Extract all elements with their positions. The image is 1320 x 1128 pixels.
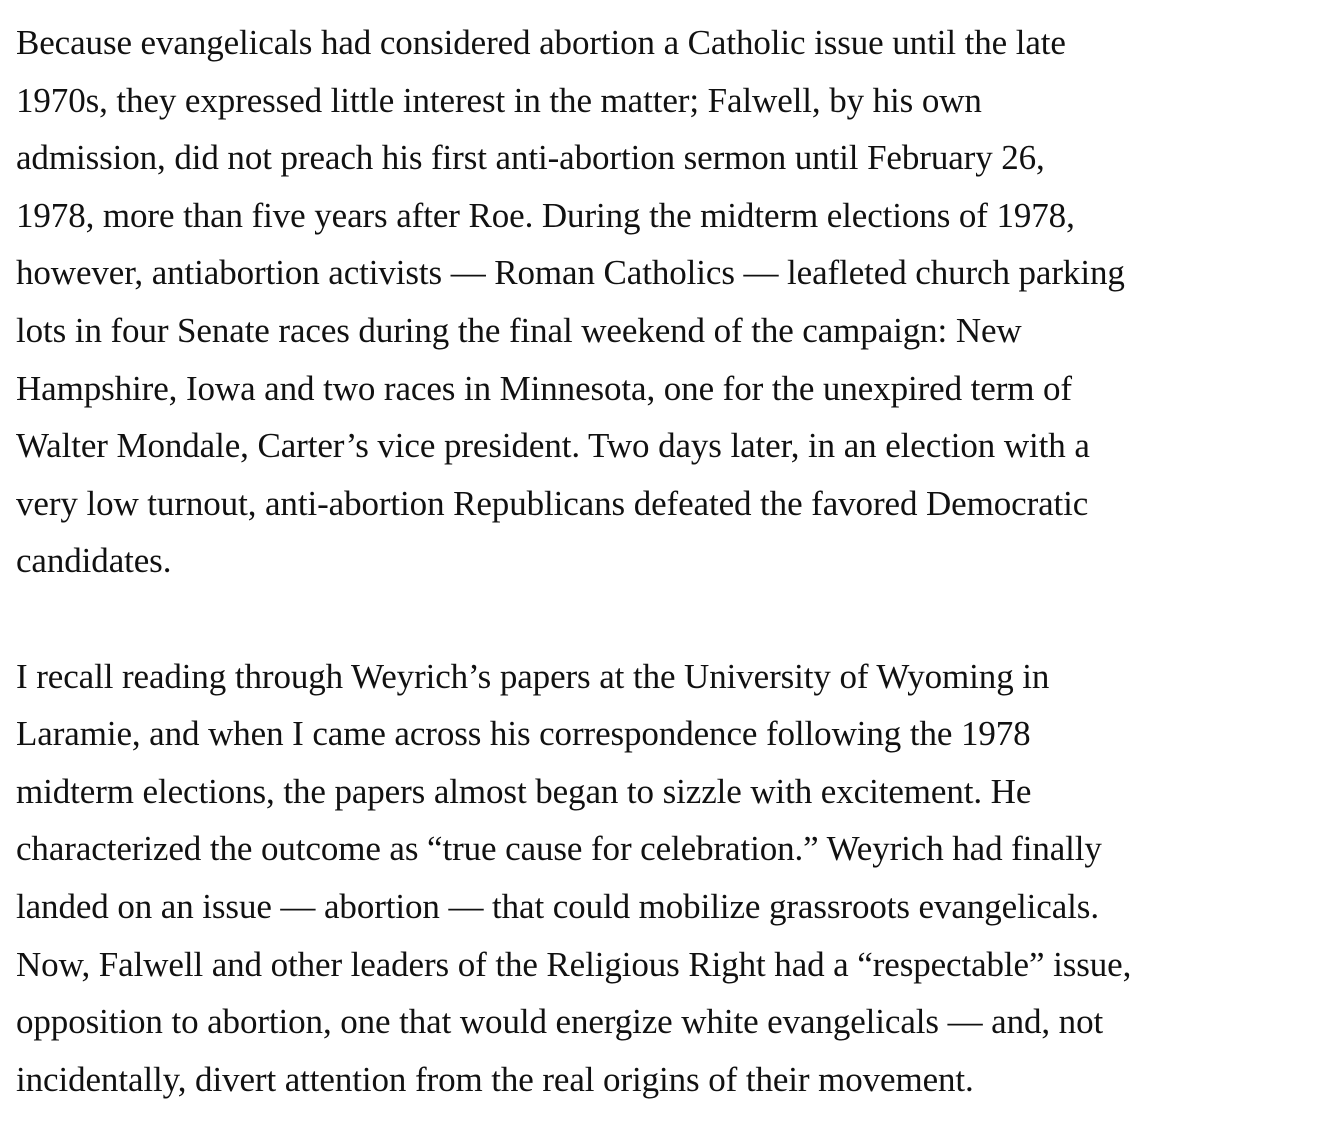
text-line: midterm elections, the papers almost began to sizzle with excitement. He [16, 771, 1032, 811]
text-line: Laramie, and when I came across his correspondence following the 1978 [16, 714, 1031, 754]
text-line: landed on an issue — abortion — that could mobilize grassroots evangelicals. [16, 886, 1099, 926]
text-line: very low turnout, anti-abortion Republicans defeated the favored Democratic [16, 483, 1089, 523]
text-line: Now, Falwell and other leaders of the Religious Right had a “respectable” issue, [16, 944, 1132, 984]
text-line: characterized the outcome as “true cause for celebration.” Weyrich had finally [16, 829, 1102, 869]
text-line: I recall reading through Weyrich’s papers at the University of Wyoming in [16, 656, 1050, 696]
text-line: 1970s, they expressed little interest in the matter; Falwell, by his own [16, 80, 982, 120]
text-line: candidates. [16, 541, 172, 581]
paragraph-abortion-history [16, 14, 1304, 590]
text-line: Walter Mondale, Carter’s vice president. Two days later, in an election with a [16, 426, 1090, 466]
text-line: admission, did not preach his first anti-abortion sermon until February 26, [16, 138, 1045, 178]
text-line: Hampshire, Iowa and two races in Minnesota, one for the unexpired term of [16, 368, 1072, 408]
text-line: 1978, more than five years after Roe. During the midterm elections of 1978, [16, 195, 1075, 235]
text-line: however, antiabortion activists — Roman Catholics — leafleted church parking [16, 253, 1125, 293]
text-line: incidentally, divert attention from the real origins of their movement. [16, 1059, 974, 1099]
text-line: opposition to abortion, one that would energize white evangelicals — and, not [16, 1002, 1104, 1042]
text-line: Because evangelicals had considered abortion a Catholic issue until the late [16, 23, 1066, 62]
paragraph-weyrich-papers [16, 648, 1304, 1109]
text-line: lots in four Senate races during the final weekend of the campaign: New [16, 310, 1022, 350]
